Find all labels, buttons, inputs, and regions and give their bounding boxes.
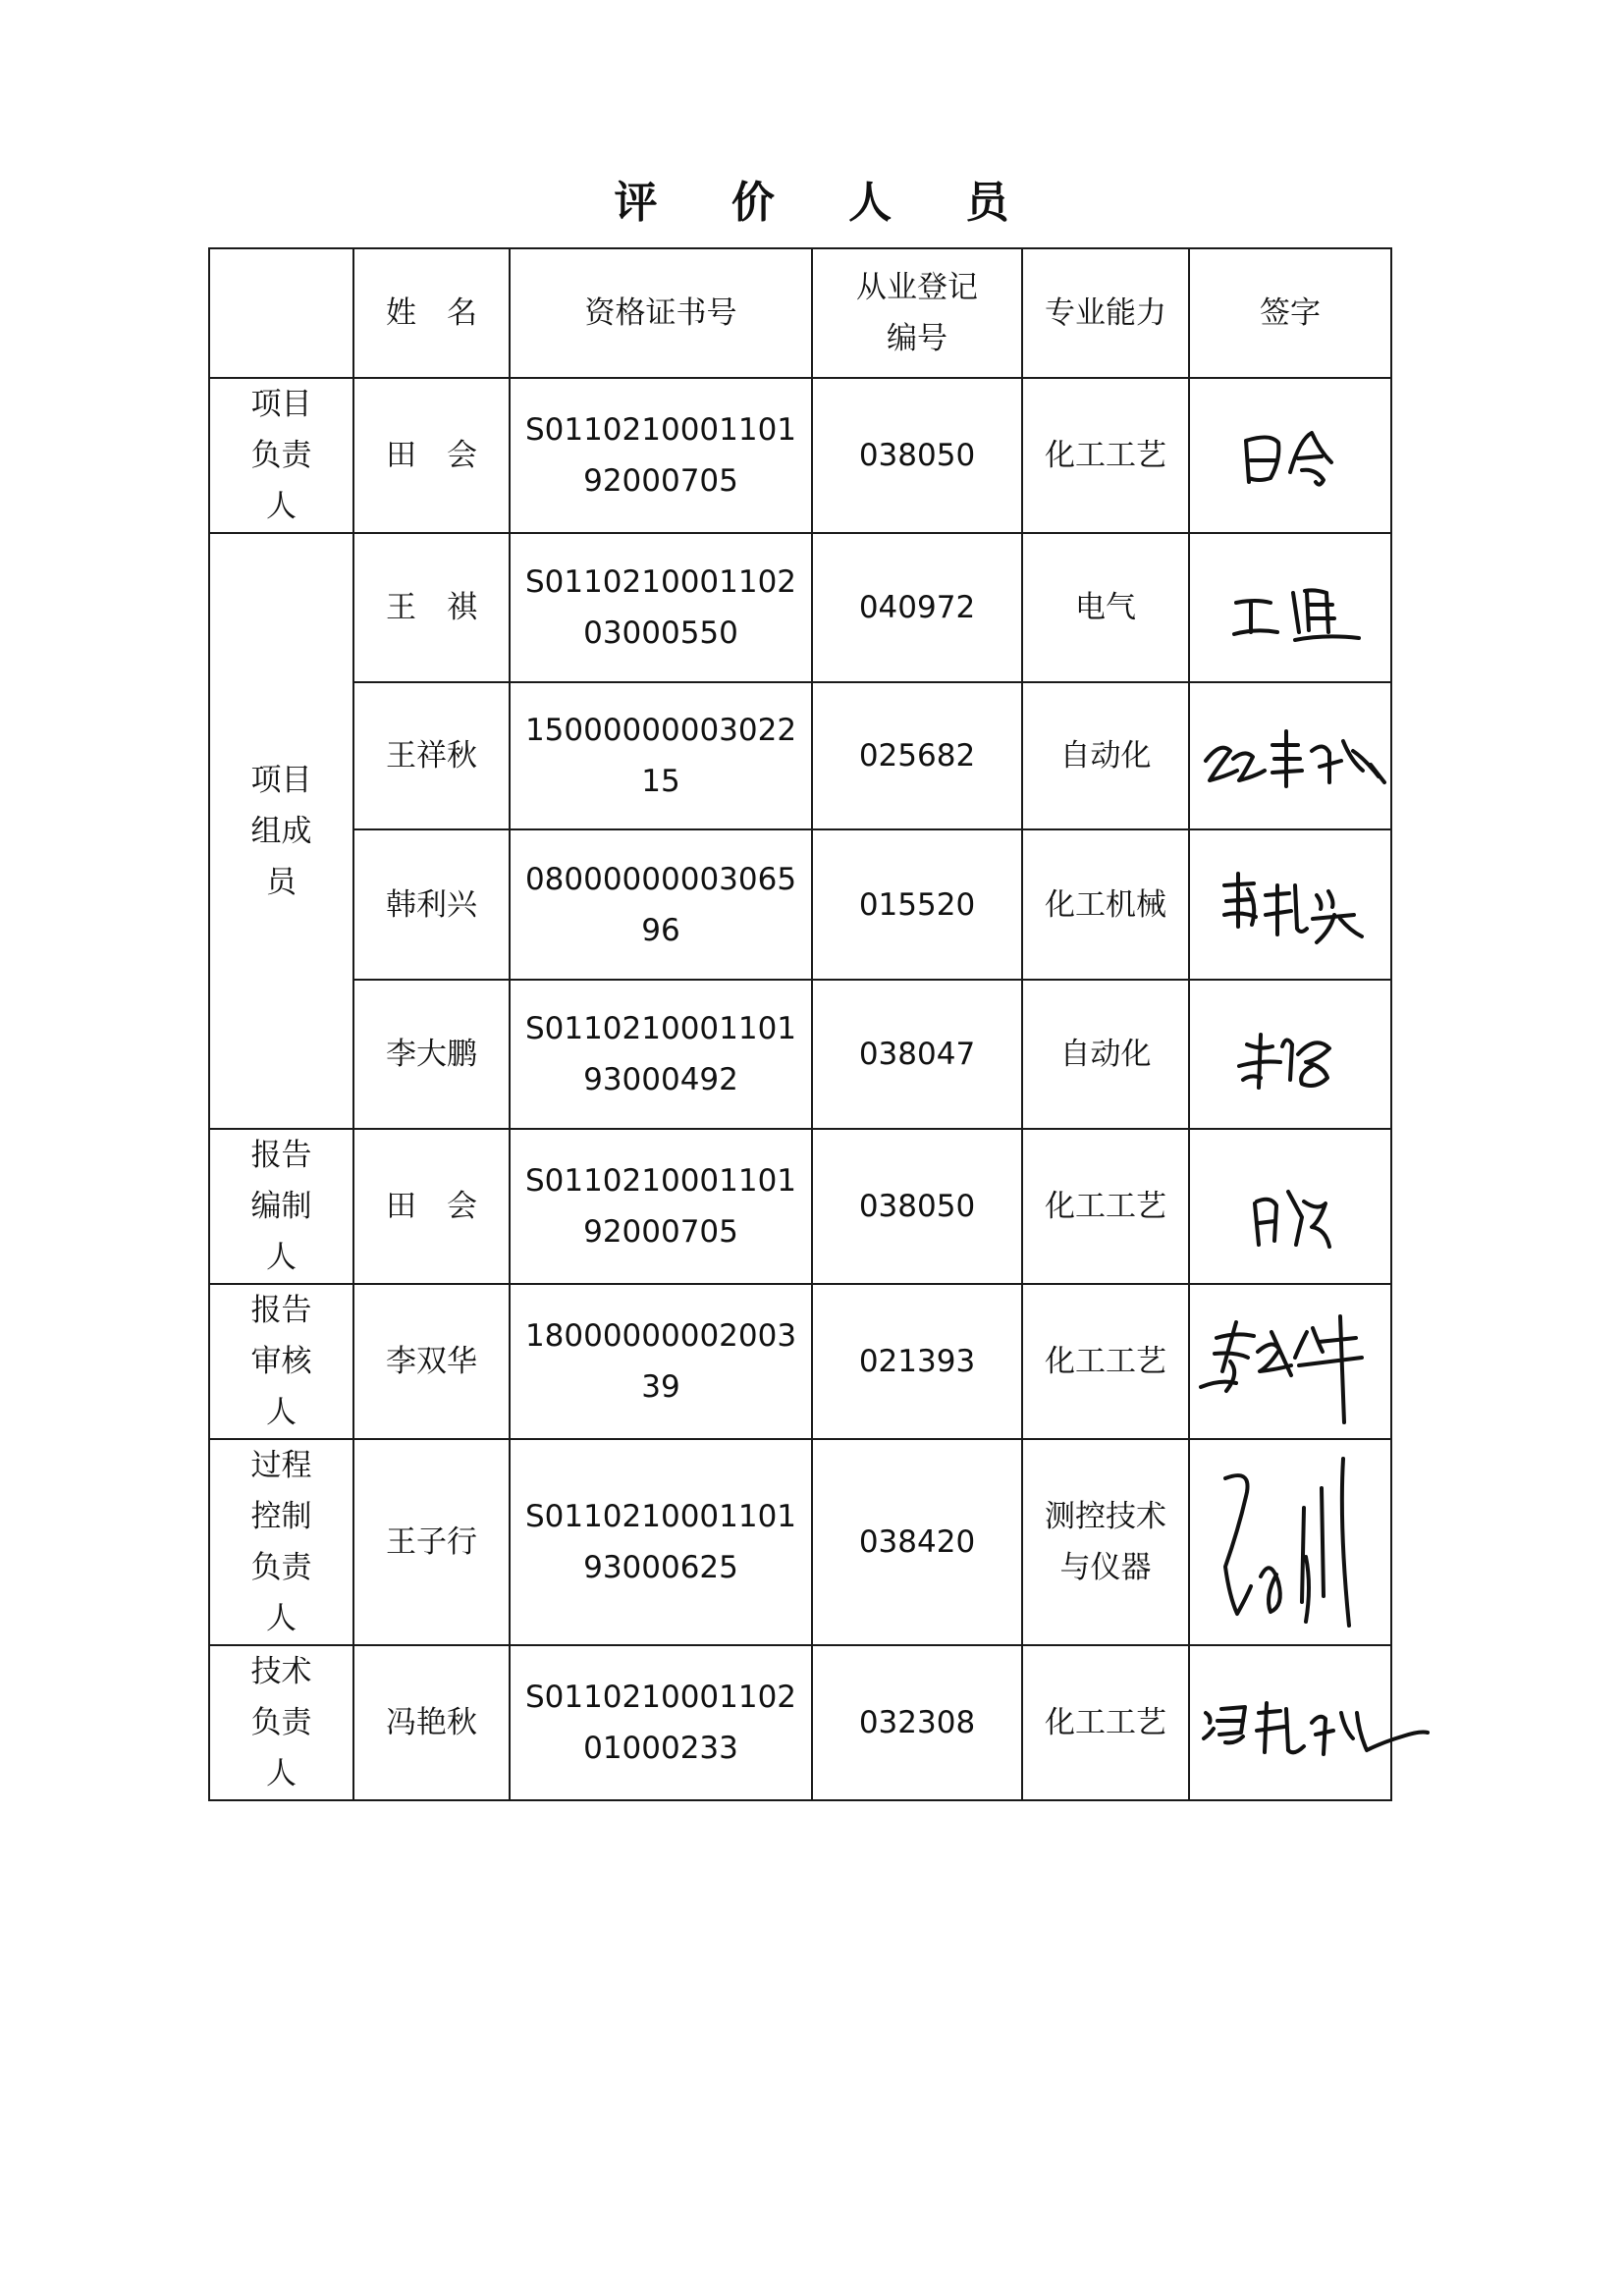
reg-number: 032308 — [812, 1645, 1022, 1800]
person-name: 李大鹏 — [353, 980, 510, 1129]
reg-number: 025682 — [812, 682, 1022, 829]
ability: 化工机械 — [1022, 829, 1189, 980]
table-row — [209, 1129, 1391, 1284]
table-row — [209, 378, 1391, 533]
cert-number: 1800000000200339 — [510, 1284, 812, 1439]
table-row — [209, 1645, 1391, 1800]
ability: 化工工艺 — [1022, 1284, 1189, 1439]
role-label: 项目组成员 — [209, 533, 353, 1129]
table-row — [209, 829, 1391, 980]
signature — [1189, 1645, 1391, 1800]
signature — [1189, 1129, 1391, 1284]
signature-image — [1231, 1152, 1349, 1260]
signature — [1189, 829, 1391, 980]
table-row — [209, 533, 1391, 682]
reg-number: 038050 — [812, 1129, 1022, 1284]
cert-number: 1500000000302215 — [510, 682, 812, 829]
header-signature: 签字 — [1189, 248, 1391, 378]
cert-number: S011021000110192000705 — [510, 378, 812, 533]
ability: 测控技术与仪器 — [1022, 1439, 1189, 1645]
cert-number: S011021000110201000233 — [510, 1645, 812, 1800]
table-row — [209, 1439, 1391, 1645]
reg-number: 038047 — [812, 980, 1022, 1129]
signature — [1189, 980, 1391, 1129]
cert-number: 0800000000306596 — [510, 829, 812, 980]
role-label: 报告审核人 — [209, 1284, 353, 1439]
person-name: 田 会 — [353, 378, 510, 533]
header-ability: 专业能力 — [1022, 248, 1189, 378]
header-name: 姓 名 — [353, 248, 510, 378]
table-row — [209, 980, 1391, 1129]
table-row — [209, 682, 1391, 829]
signature — [1189, 533, 1391, 682]
person-name: 韩利兴 — [353, 829, 510, 980]
header-reg: 从业登记编号 — [812, 248, 1022, 378]
cert-number: S011021000110193000492 — [510, 980, 812, 1129]
cert-number: S011021000110203000550 — [510, 533, 812, 682]
signature — [1189, 682, 1391, 829]
person-name: 李双华 — [353, 1284, 510, 1439]
signature — [1189, 1439, 1391, 1645]
signature-image — [1221, 1005, 1359, 1103]
reg-number: 040972 — [812, 533, 1022, 682]
signature-image — [1221, 411, 1359, 500]
table-header-row — [209, 248, 1391, 378]
signature-image — [1196, 712, 1392, 800]
ability: 电气 — [1022, 533, 1189, 682]
ability: 自动化 — [1022, 980, 1189, 1129]
person-name: 冯艳秋 — [353, 1645, 510, 1800]
reg-number: 015520 — [812, 829, 1022, 980]
signature-image — [1197, 1293, 1383, 1430]
person-name: 王子行 — [353, 1439, 510, 1645]
cert-number: S011021000110192000705 — [510, 1129, 812, 1284]
table-row — [209, 1284, 1391, 1439]
ability: 化工工艺 — [1022, 1645, 1189, 1800]
role-label: 报告编制人 — [209, 1129, 353, 1284]
signature-image — [1196, 1449, 1392, 1635]
person-name: 田 会 — [353, 1129, 510, 1284]
person-name: 王祥秋 — [353, 682, 510, 829]
signature — [1189, 1284, 1391, 1439]
reg-number: 021393 — [812, 1284, 1022, 1439]
signature-image — [1196, 1674, 1432, 1772]
role-label: 技术负责人 — [209, 1645, 353, 1800]
page-title: 评 价 人 员 — [614, 178, 1039, 228]
reg-number: 038050 — [812, 378, 1022, 533]
signature-image — [1217, 563, 1364, 652]
person-name: 王 祺 — [353, 533, 510, 682]
role-label: 过程控制负责人 — [209, 1439, 353, 1645]
header-blank — [209, 248, 353, 378]
signature-image — [1207, 856, 1374, 954]
ability: 化工工艺 — [1022, 378, 1189, 533]
header-cert: 资格证书号 — [510, 248, 812, 378]
role-label: 项目负责人 — [209, 378, 353, 533]
cert-number: S011021000110193000625 — [510, 1439, 812, 1645]
signature — [1189, 378, 1391, 533]
personnel-table — [208, 247, 1392, 1801]
reg-number: 038420 — [812, 1439, 1022, 1645]
ability: 自动化 — [1022, 682, 1189, 829]
ability: 化工工艺 — [1022, 1129, 1189, 1284]
